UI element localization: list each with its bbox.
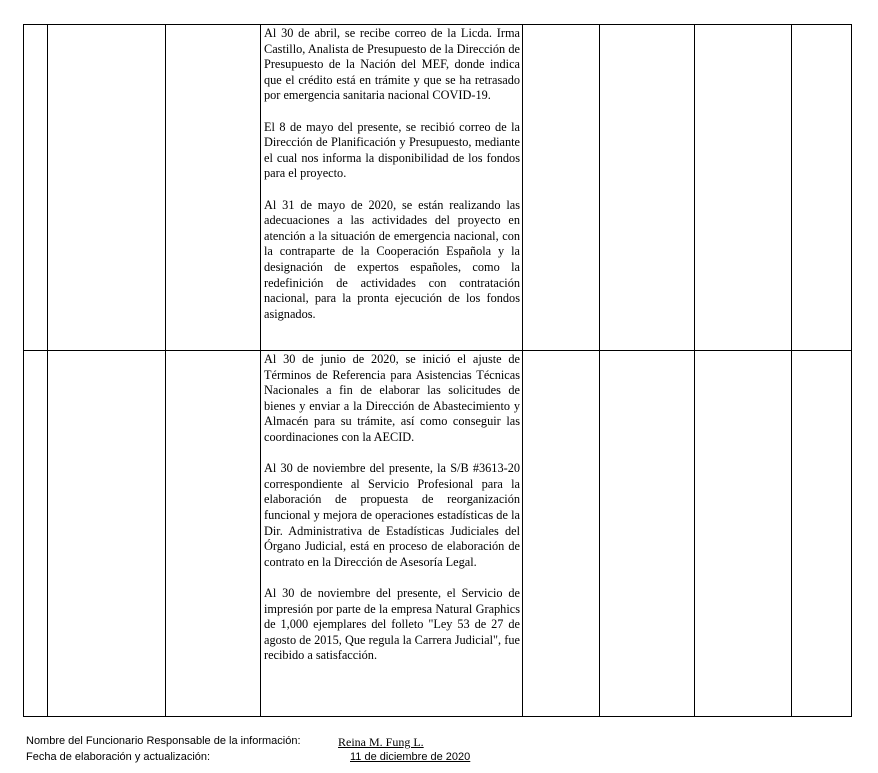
responsible-name: Reina M. Fung L.	[338, 735, 424, 749]
progress-note: Al 30 de junio de 2020, se inició el ajuste de Términos de Referencia para Asistencias Técnicas Nacionales a fin de elaborar las solicitudes de bienes y enviar a la Dirección de Abastecimiento y Almacén para su trámite, así como conseguir las coordinaciones con la AECID.	[264, 352, 520, 444]
empty-cell	[24, 25, 48, 351]
empty-cell	[24, 351, 48, 717]
empty-cell	[792, 351, 852, 717]
date-value: 11 de diciembre de 2020	[350, 751, 471, 763]
report-table	[23, 24, 852, 717]
progress-notes-cell	[261, 351, 523, 717]
empty-cell	[166, 25, 261, 351]
progress-notes-cell	[261, 25, 523, 351]
empty-cell	[523, 351, 600, 717]
empty-cell	[695, 351, 792, 717]
empty-cell	[48, 25, 166, 351]
empty-cell	[600, 25, 695, 351]
empty-cell	[695, 25, 792, 351]
responsible-label: Nombre del Funcionario Responsable de la información:	[26, 735, 301, 747]
empty-cell	[792, 25, 852, 351]
table-row	[24, 351, 852, 717]
empty-cell	[523, 25, 600, 351]
progress-note: Al 30 de abril, se recibe correo de la Licda. Irma Castillo, Analista de Presupuesto de la Dirección de Presupuesto de la Nación del MEF, donde indica que el crédito está en trámite y que se ha retrasado por emergencia sanitaria nacional COVID-19.	[264, 26, 520, 103]
date-label: Fecha de elaboración y actualización:	[26, 751, 211, 763]
empty-cell	[600, 351, 695, 717]
progress-note: Al 30 de noviembre del presente, la S/B #3613-20 correspondiente al Servicio Profesional para la elaboración de propuesta de reorganización funcional y mejora de operaciones estadísticas de la Dir. Administrativa de Estadísticas Judiciales del Órgano Judicial, está en proceso de elaboración de contrato en la Dirección de Asesoría Legal.	[264, 461, 520, 569]
progress-note: Al 30 de noviembre del presente, el Servicio de impresión por parte de la empresa Natural Graphics de 1,000 ejemplares del folleto "Ley 53 de 27 de agosto de 2015, Que regula la Carrera Judicial", fue recibido a satisfacción.	[264, 585, 520, 663]
empty-cell	[48, 351, 166, 717]
table-row	[24, 25, 852, 351]
empty-cell	[166, 351, 261, 717]
progress-note: Al 31 de mayo de 2020, se están realizando las adecuaciones a las actividades del proyecto en atención a la situación de emergencia nacional, con la contraparte de la Cooperación Española y la designación de expertos españoles, como la redefinición de actividades con contratación nacional, para la pronta ejecución de los fondos asignados.	[264, 197, 520, 321]
progress-note: El 8 de mayo del presente, se recibió correo de la Dirección de Planificación y Presupuesto, mediante el cual nos informa la disponibilidad de los fondos para el proyecto.	[264, 119, 520, 181]
